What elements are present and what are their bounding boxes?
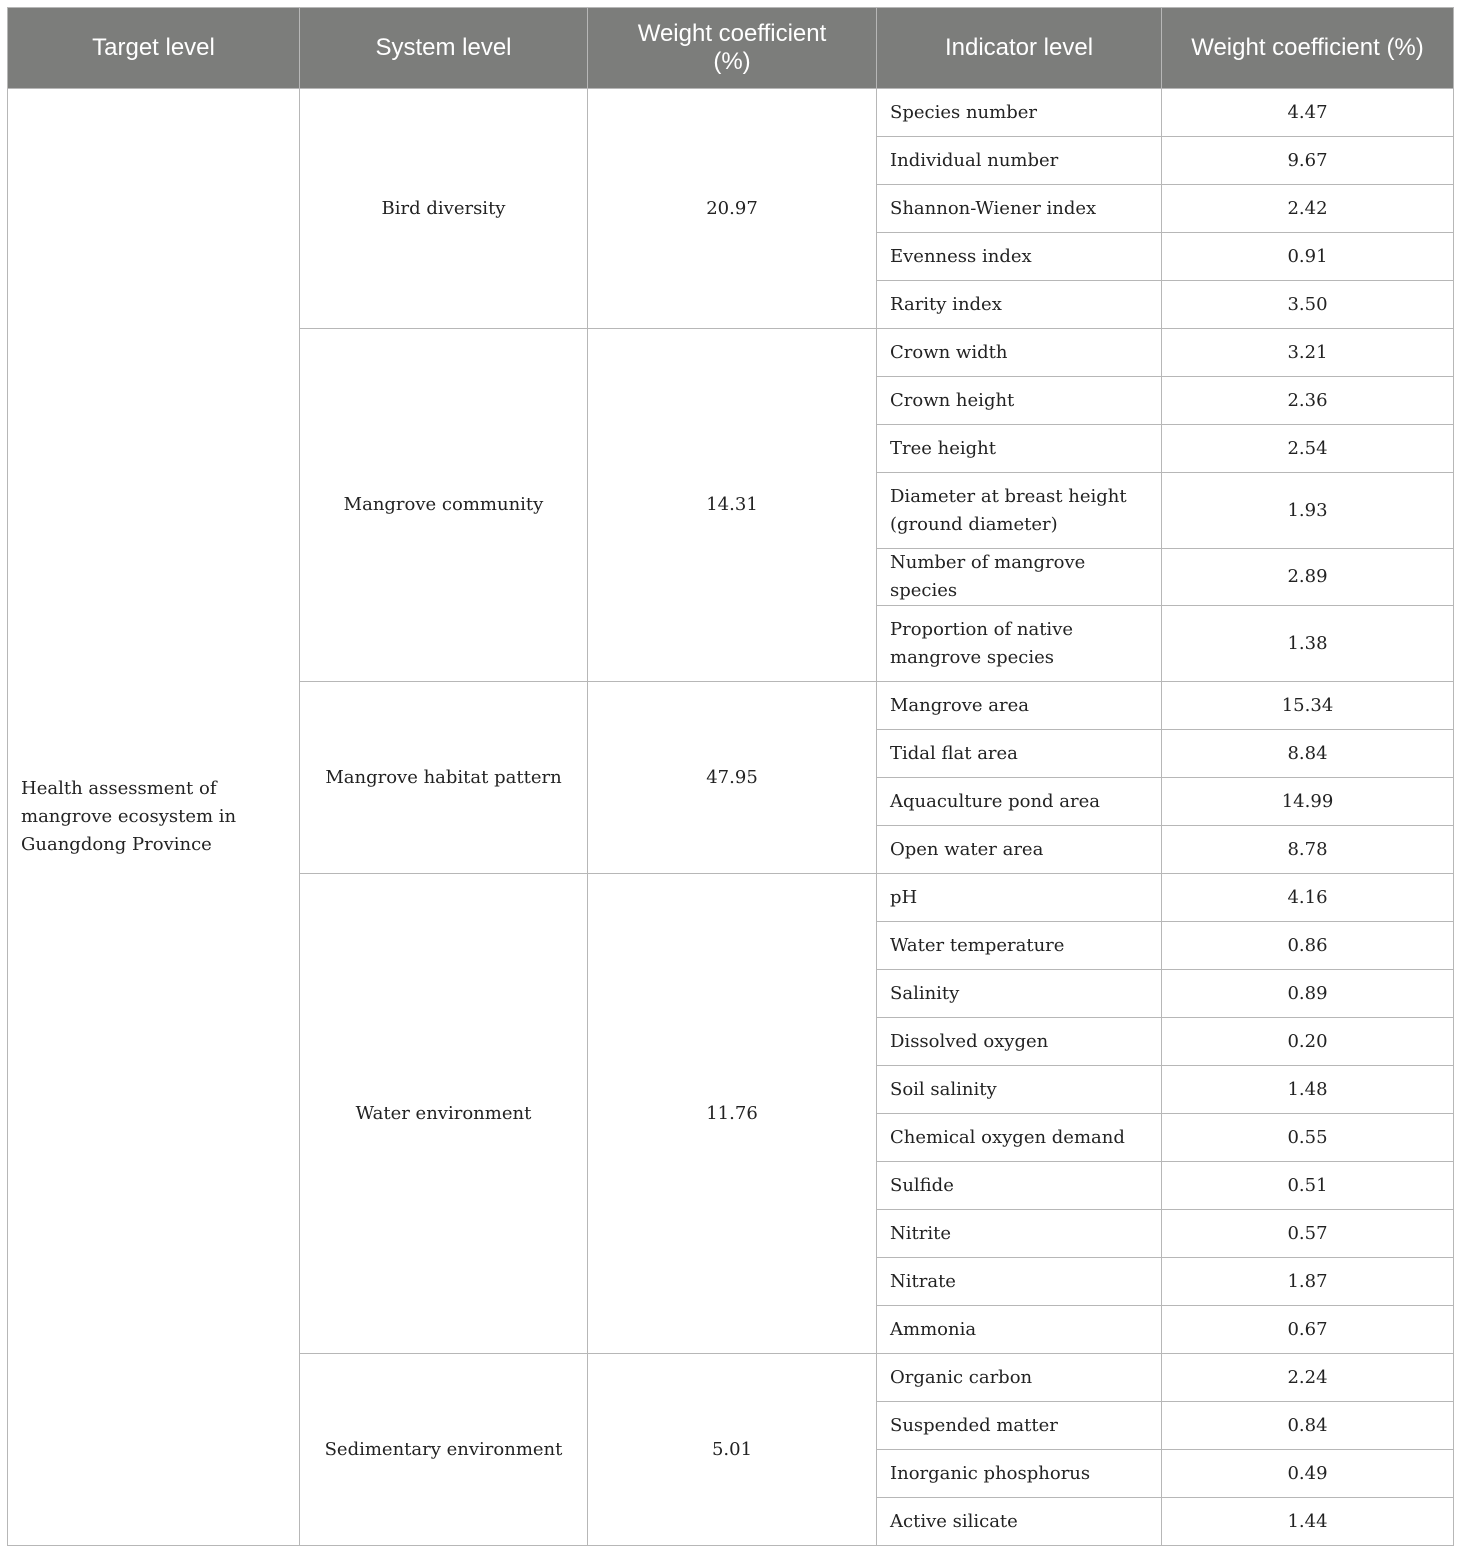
system-weight-cell: 11.76: [588, 874, 877, 1354]
indicator-weight-cell: 1.44: [1162, 1498, 1454, 1546]
indicator-weight-cell: 0.55: [1162, 1114, 1454, 1162]
system-weight-cell: 14.31: [588, 329, 877, 682]
indicator-weight-cell: 2.42: [1162, 185, 1454, 233]
indicator-name-cell: Soil salinity: [877, 1066, 1162, 1114]
system-level-cell: Mangrove community: [300, 329, 588, 682]
header-target-level: Target level: [8, 8, 300, 89]
system-level-cell: Sedimentary environment: [300, 1354, 588, 1546]
indicator-weight-cell: 14.99: [1162, 778, 1454, 826]
indicator-weight-cell: 0.89: [1162, 970, 1454, 1018]
system-weight-cell: 5.01: [588, 1354, 877, 1546]
indicator-weight-cell: 0.67: [1162, 1306, 1454, 1354]
indicator-name-cell: Proportion of native mangrove species: [877, 606, 1162, 682]
indicator-weight-cell: 4.47: [1162, 89, 1454, 137]
header-system-level: System level: [300, 8, 588, 89]
indicator-name-cell: Individual number: [877, 137, 1162, 185]
indicator-name-cell: Mangrove area: [877, 682, 1162, 730]
indicator-name-cell: Organic carbon: [877, 1354, 1162, 1402]
indicator-name-cell: Salinity: [877, 970, 1162, 1018]
indicator-weight-cell: 0.51: [1162, 1162, 1454, 1210]
indicator-name-cell: Active silicate: [877, 1498, 1162, 1546]
indicator-weight-cell: 0.20: [1162, 1018, 1454, 1066]
indicator-name-cell: Shannon-Wiener index: [877, 185, 1162, 233]
indicator-name-cell: Diameter at breast height (ground diameter): [877, 473, 1162, 549]
indicator-weight-cell: 3.50: [1162, 281, 1454, 329]
indicator-name-cell: Suspended matter: [877, 1402, 1162, 1450]
indicator-weight-cell: 0.57: [1162, 1210, 1454, 1258]
header-system-weight: Weight coefficient (%): [588, 8, 877, 89]
indicator-name-cell: Tidal flat area: [877, 730, 1162, 778]
system-level-cell: Water environment: [300, 874, 588, 1354]
indicator-weight-cell: 1.93: [1162, 473, 1454, 549]
indicator-name-cell: Dissolved oxygen: [877, 1018, 1162, 1066]
system-level-cell: Bird diversity: [300, 89, 588, 329]
header-row: [8, 8, 1454, 89]
indicator-weight-cell: 15.34: [1162, 682, 1454, 730]
indicator-weight-cell: 2.54: [1162, 425, 1454, 473]
indicator-name-cell: Open water area: [877, 826, 1162, 874]
indicator-name-cell: Crown height: [877, 377, 1162, 425]
indicator-weight-cell: 1.48: [1162, 1066, 1454, 1114]
indicator-weight-cell: 3.21: [1162, 329, 1454, 377]
indicator-weight-cell: 0.91: [1162, 233, 1454, 281]
indicator-name-cell: Crown width: [877, 329, 1162, 377]
indicator-weight-cell: 0.84: [1162, 1402, 1454, 1450]
header-indicator-weight: Weight coefficient (%): [1162, 8, 1454, 89]
system-weight-cell: 20.97: [588, 89, 877, 329]
indicator-name-cell: Species number: [877, 89, 1162, 137]
table-row: [8, 89, 1454, 137]
indicator-name-cell: Nitrite: [877, 1210, 1162, 1258]
system-level-cell: Mangrove habitat pattern: [300, 682, 588, 874]
indicator-weight-cell: 1.38: [1162, 606, 1454, 682]
indicator-weight-cell: 0.86: [1162, 922, 1454, 970]
indicator-name-cell: Water temperature: [877, 922, 1162, 970]
indicator-name-cell: Number of mangrove species: [877, 549, 1162, 606]
system-weight-cell: 47.95: [588, 682, 877, 874]
indicator-name-cell: Inorganic phosphorus: [877, 1450, 1162, 1498]
indicator-weight-cell: 8.84: [1162, 730, 1454, 778]
table-body: [8, 89, 1454, 1546]
indicator-weight-cell: 4.16: [1162, 874, 1454, 922]
indicator-name-cell: Aquaculture pond area: [877, 778, 1162, 826]
indicator-name-cell: pH: [877, 874, 1162, 922]
header-indicator-level: Indicator level: [877, 8, 1162, 89]
indicator-weight-cell: 2.24: [1162, 1354, 1454, 1402]
target-level-cell: Health assessment of mangrove ecosystem in Guangdong Province: [8, 89, 300, 1546]
indicator-name-cell: Evenness index: [877, 233, 1162, 281]
indicator-name-cell: Ammonia: [877, 1306, 1162, 1354]
indicator-name-cell: Chemical oxygen demand: [877, 1114, 1162, 1162]
indicator-name-cell: Nitrate: [877, 1258, 1162, 1306]
indicator-name-cell: Sulfide: [877, 1162, 1162, 1210]
weight-coefficient-table: [7, 7, 1454, 1546]
indicator-weight-cell: 9.67: [1162, 137, 1454, 185]
indicator-weight-cell: 2.89: [1162, 549, 1454, 606]
indicator-name-cell: Tree height: [877, 425, 1162, 473]
indicator-weight-cell: 0.49: [1162, 1450, 1454, 1498]
indicator-weight-cell: 2.36: [1162, 377, 1454, 425]
indicator-weight-cell: 1.87: [1162, 1258, 1454, 1306]
indicator-name-cell: Rarity index: [877, 281, 1162, 329]
indicator-weight-cell: 8.78: [1162, 826, 1454, 874]
